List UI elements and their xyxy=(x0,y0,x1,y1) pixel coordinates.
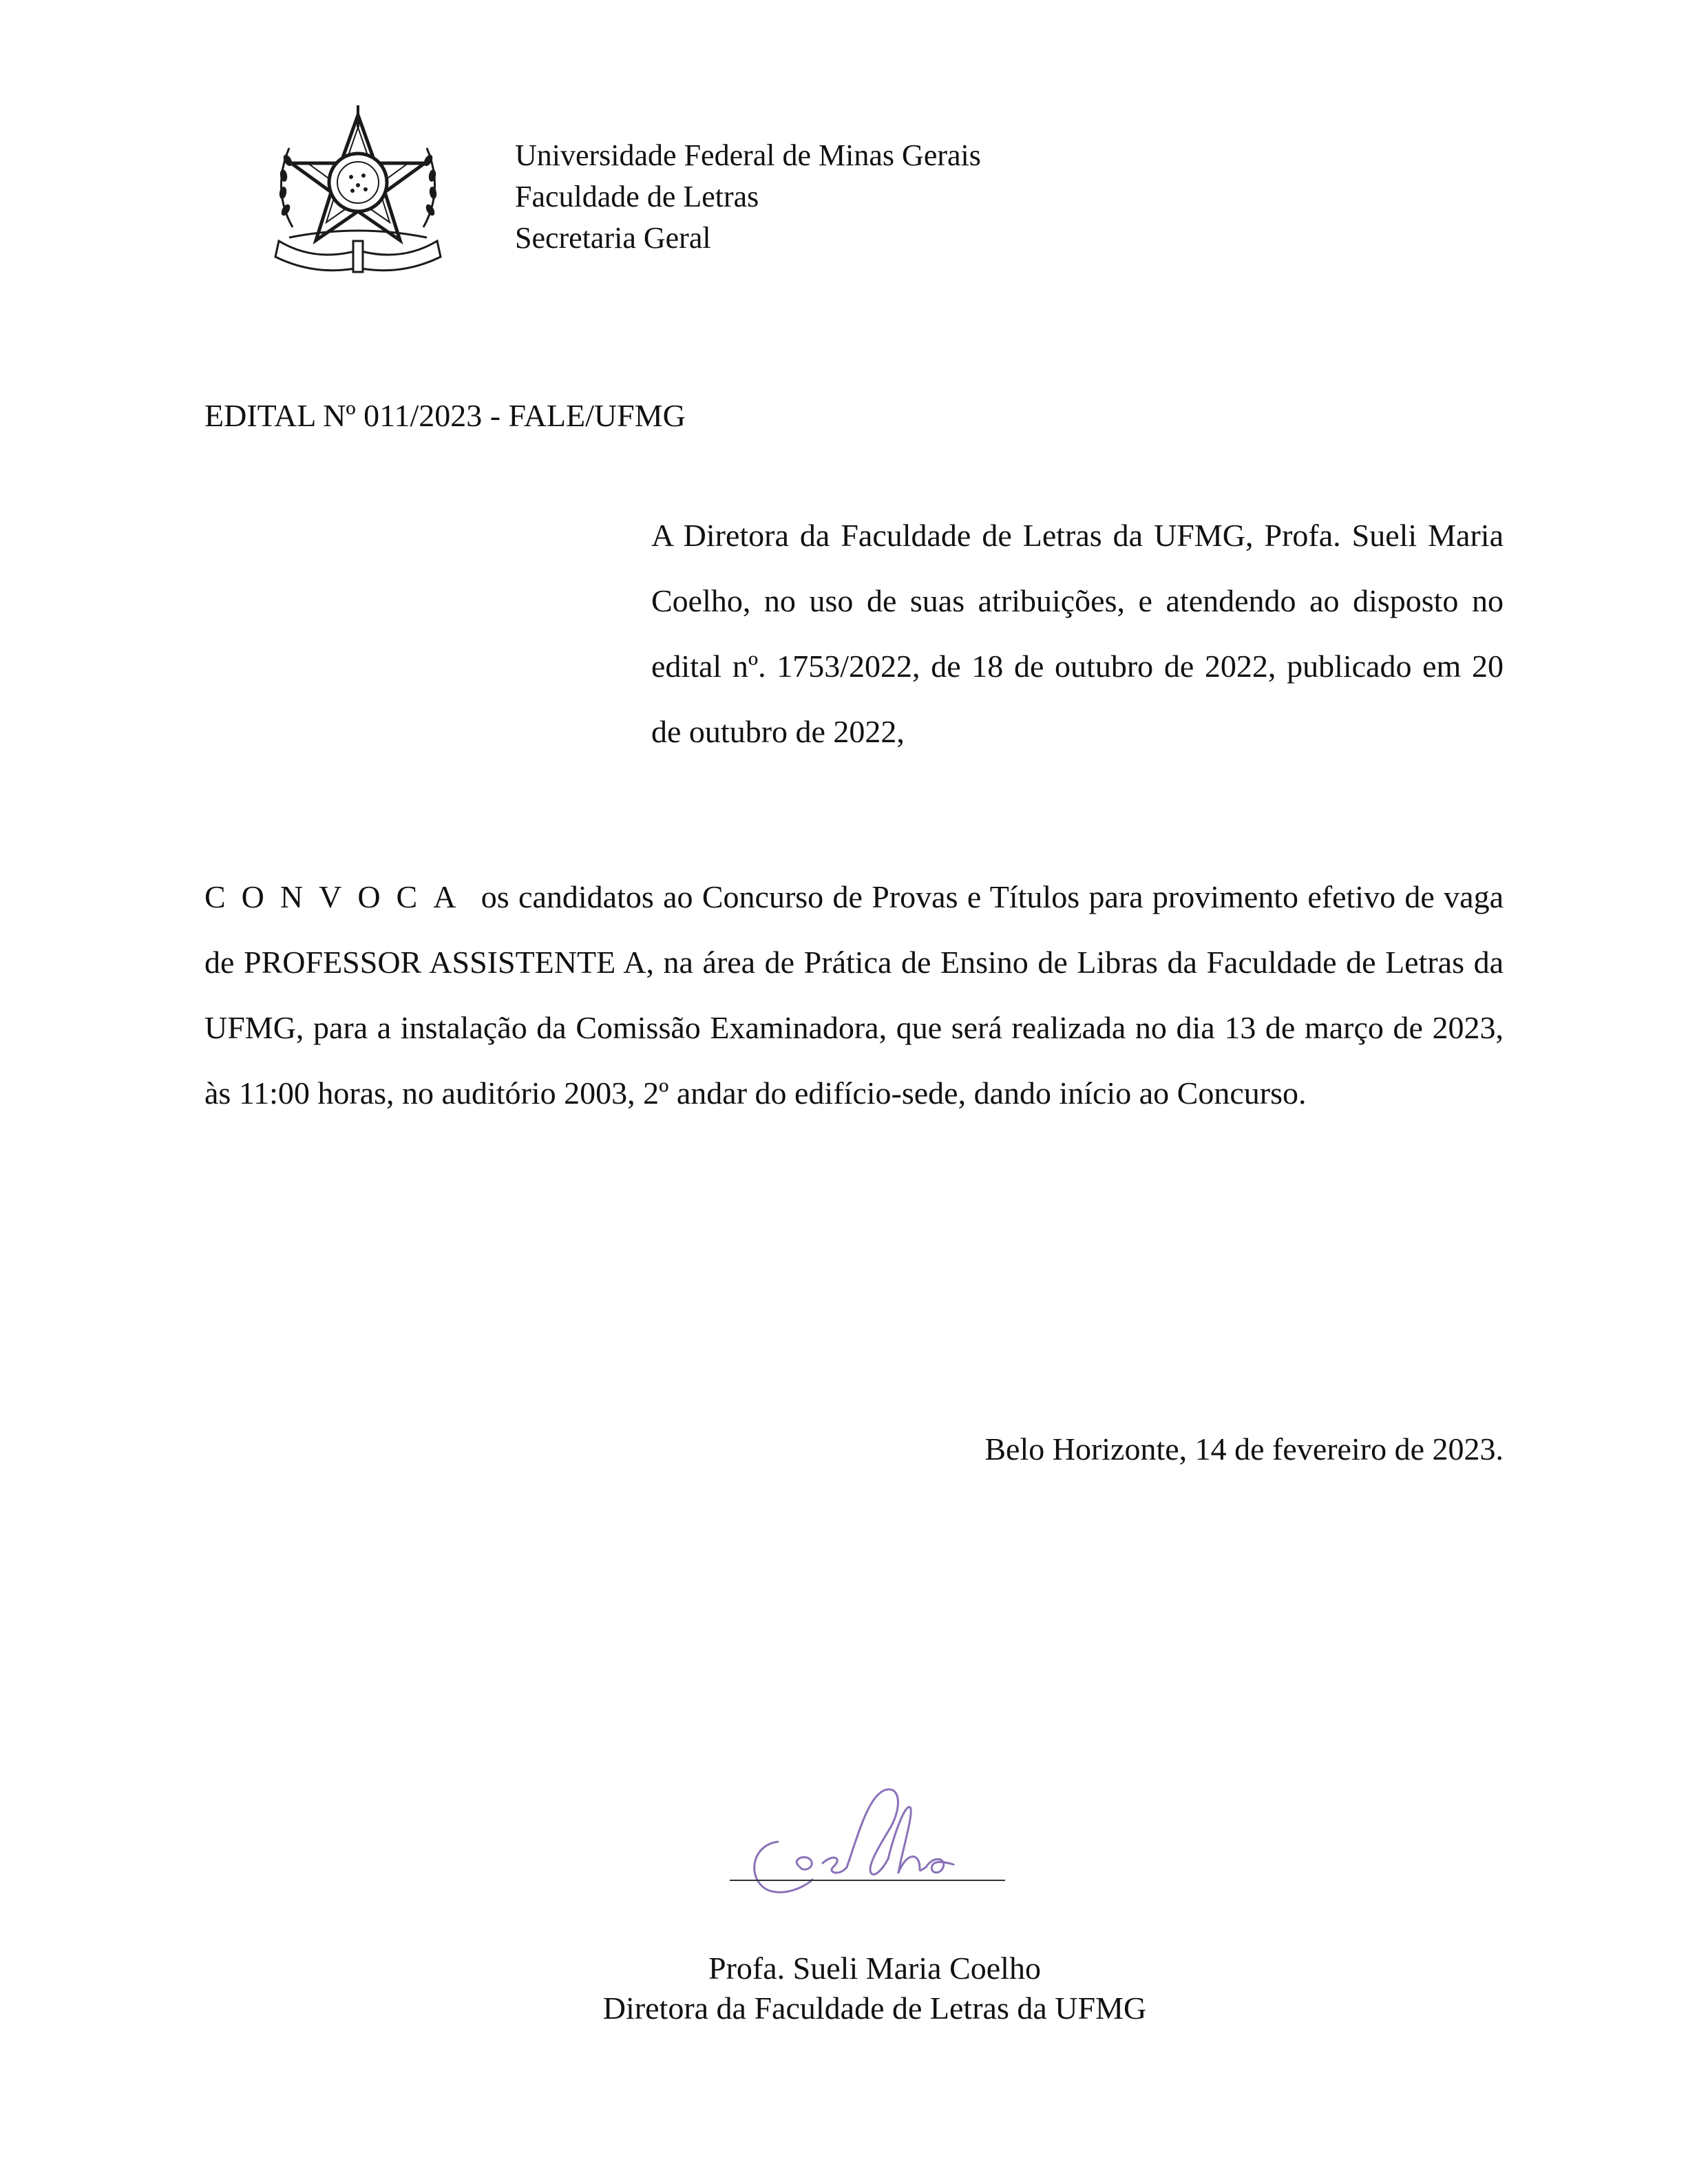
institution-line-secretariat: Secretaria Geral xyxy=(515,221,711,255)
brazil-coat-of-arms-icon xyxy=(265,100,451,275)
edital-title: EDITAL Nº 011/2023 - FALE/UFMG xyxy=(204,398,686,433)
convoca-keyword: CONVOCA xyxy=(204,879,472,914)
institution-line-university: Universidade Federal de Minas Gerais xyxy=(515,138,981,172)
institution-header xyxy=(515,135,981,259)
signature-line xyxy=(730,1880,1005,1881)
signer-block xyxy=(0,1948,1708,2028)
signer-name: Profa. Sueli Maria Coelho xyxy=(708,1951,1041,1986)
handwritten-signature xyxy=(730,1776,1019,1914)
institution-line-faculty: Faculdade de Letras xyxy=(515,180,759,213)
signer-title: Diretora da Faculdade de Letras da UFMG xyxy=(602,1990,1147,2026)
convocation-paragraph xyxy=(204,864,1504,1126)
place-date-line: Belo Horizonte, 14 de fevereiro de 2023. xyxy=(984,1431,1504,1467)
convocation-text: os candidatos ao Concurso de Provas e Títulos para provimento efetivo de vaga de PROFESSOR ASSISTENTE A, na área de Prática de Ensino de Libras da Faculdade de Letras da UFMG, para a instalação da Comissão Examinadora, que será realizada no dia 13 de março de 2023, às 11:00 horas, no auditório 2003, 2º andar do edifício-sede, dando início ao Concurso. xyxy=(204,879,1504,1111)
preamble-paragraph: A Diretora da Faculdade de Letras da UFMG, Profa. Sueli Maria Coelho, no uso de suas atribuições, e atendendo ao disposto no edital nº. 1753/2022, de 18 de outubro de 2022, publicado em 20 de outubro de 2022, xyxy=(651,518,1504,749)
